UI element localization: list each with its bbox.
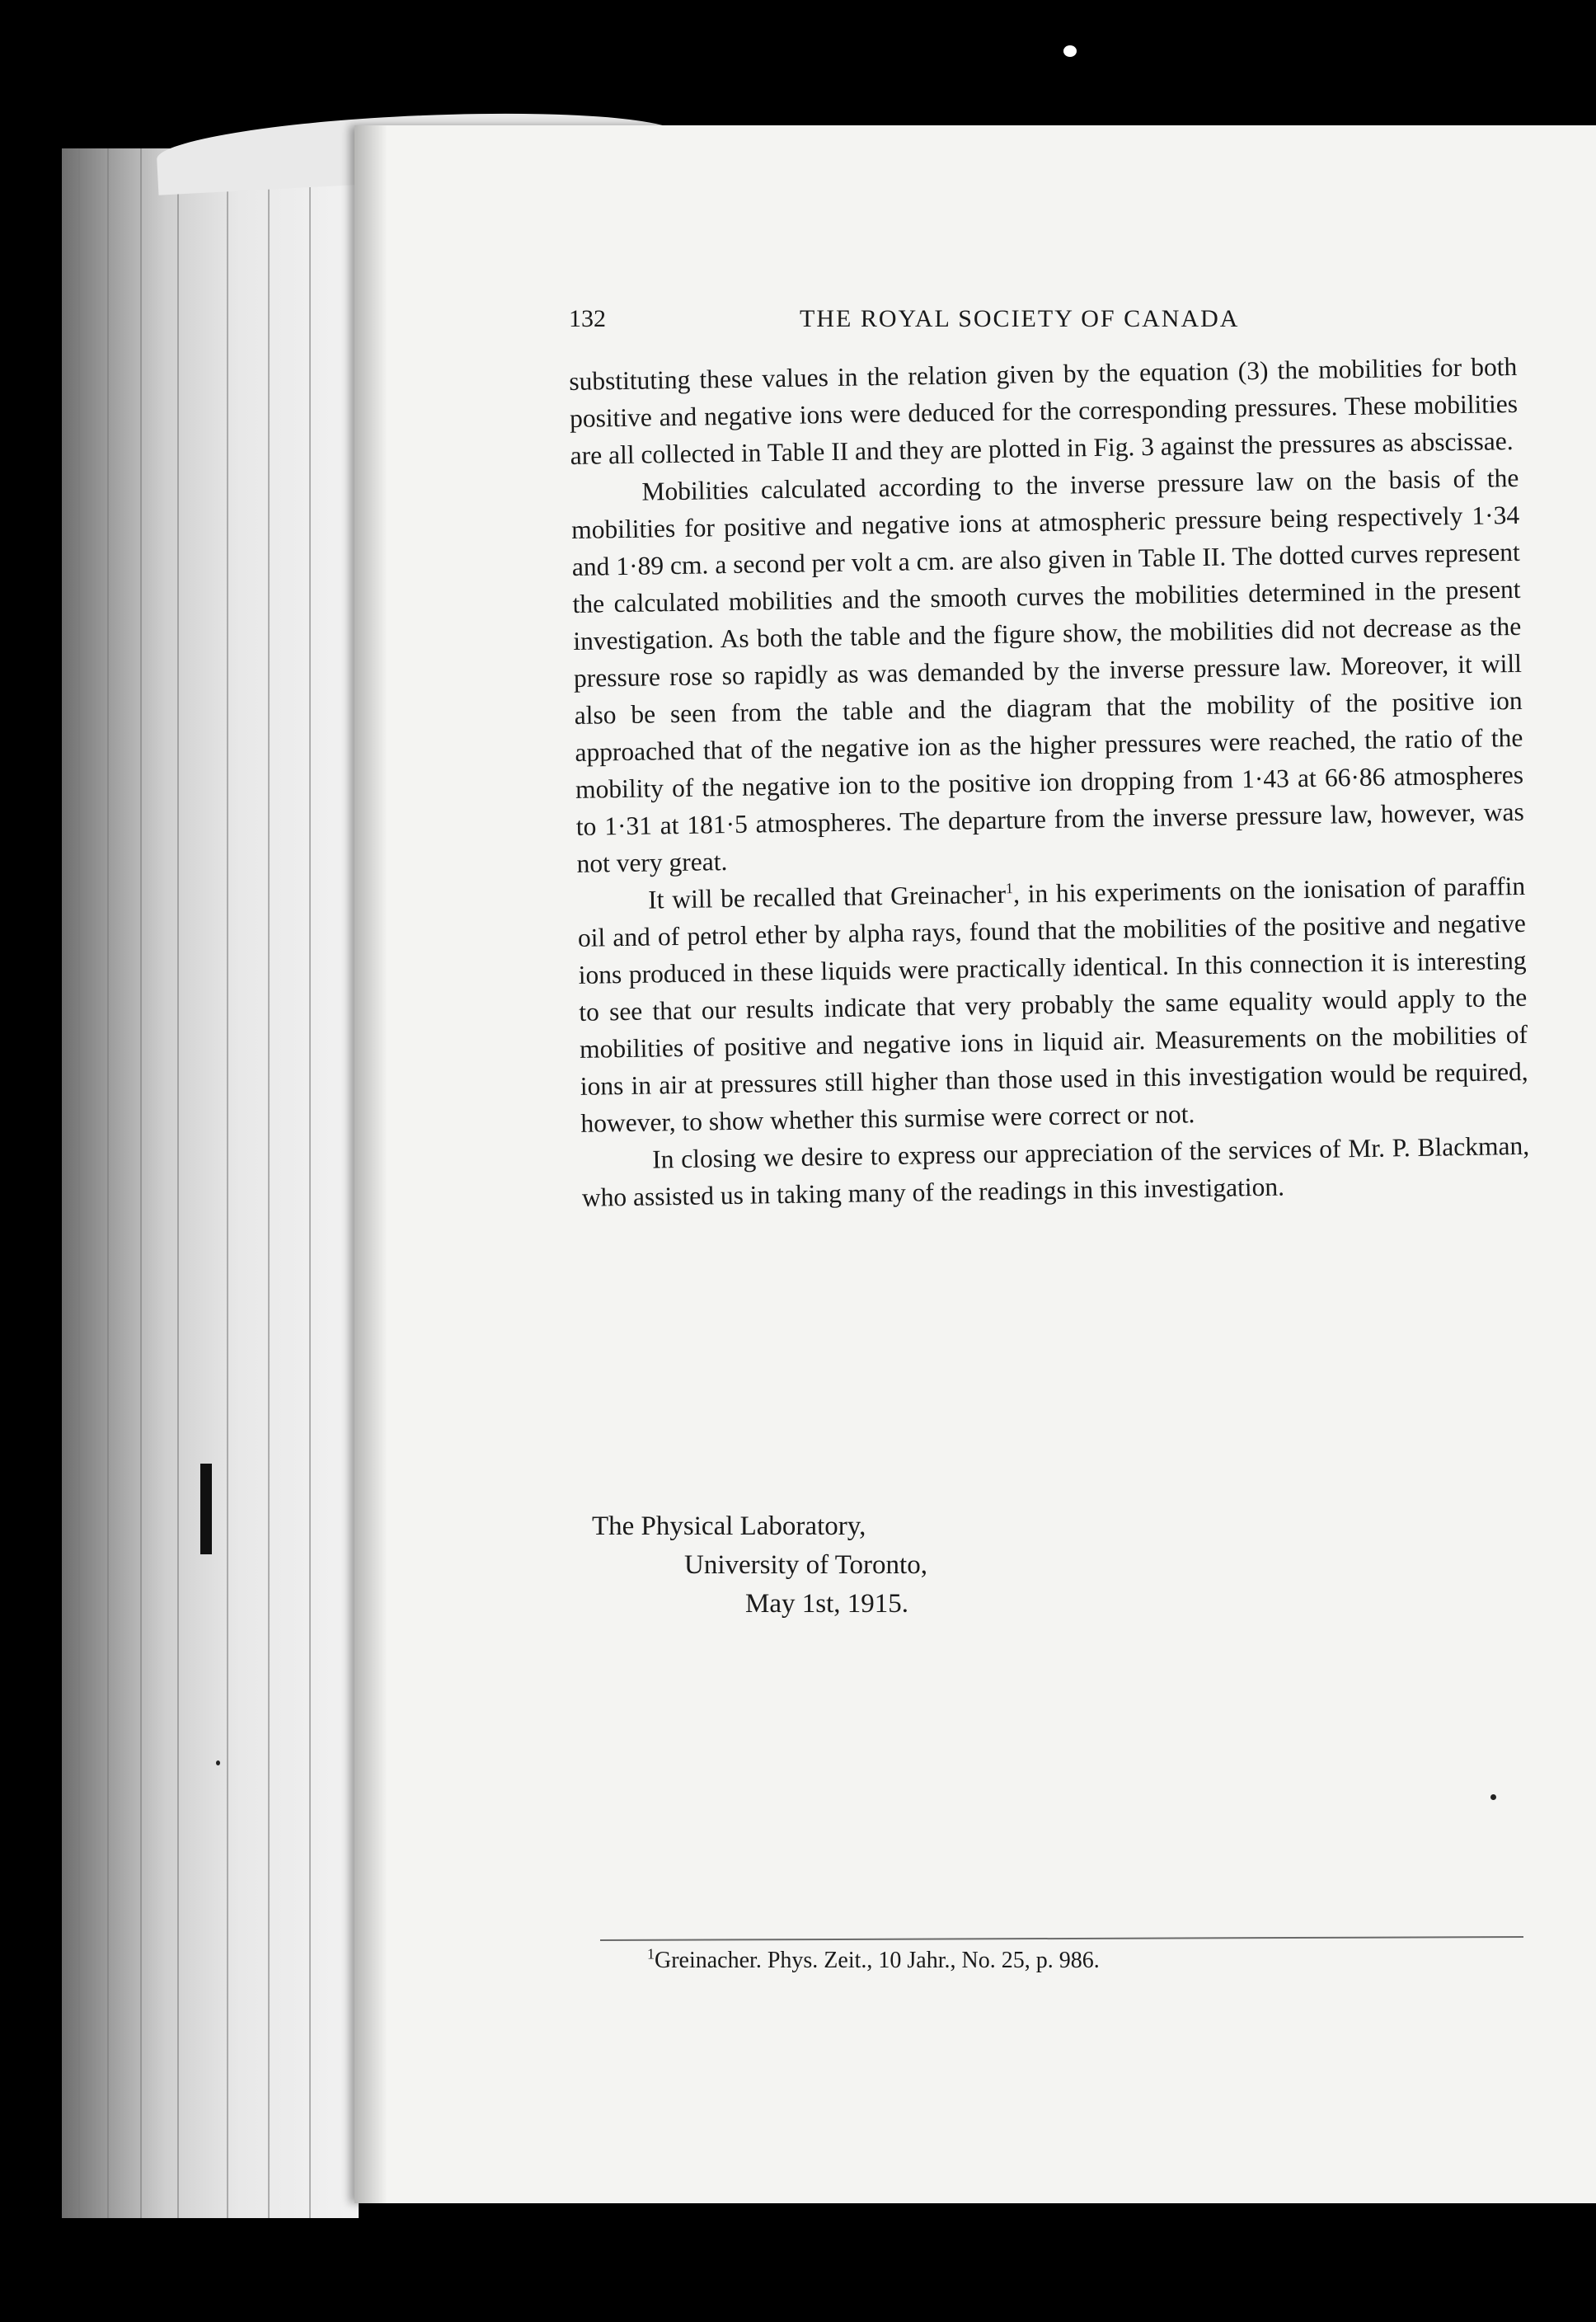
signature-block (592, 1507, 1334, 1624)
paragraph-text: , in his experiments on the ionisation of paraffin oil and of petrol ether by alpha rays, found that the mobilities of the positive and negative ions produced in these liquids were practically identical. In this connection it is interesting to see that our results indicate that very probably the same equality would apply to the mobilities of positive and negative ions in liquid air. Measurements on the mobilities of ions in air at pressures still higher than those used in this investigation would be required, however, to show whether this surmise were correct or not. (577, 871, 1528, 1138)
page-edge-line (140, 148, 142, 2218)
paragraph: Mobilities calculated according to the inverse pressure law on the basis of the mobilities for positive and negative ions at atmospheric pressure being respectively 1·34 and 1·89 cm. a second per volt a cm. are also given in Table II. The dotted curves represent the calculated mobilities and the smooth curves the mobilities determined in the present investigation. As both the table and the figure show, the mobilities did not decrease as the pressure rose so rapidly as was demanded by the inverse pressure law. Moreover, it will also be seen from the table and the diagram that the mobility of the positive ion approached that of the negative ion as the higher pressures were reached, the ratio of the mobility of the negative ion to the positive ion dropping from 1·43 at 66·86 atmospheres to 1·31 at 181·5 atmospheres. The departure from the inverse pressure law, however, was not very great. (570, 463, 1524, 878)
dust-spot (1490, 1794, 1496, 1800)
page-header (569, 305, 1533, 346)
footnote (647, 1944, 1554, 1977)
page-number: 132 (569, 305, 606, 332)
gutter-shadow (354, 125, 387, 2203)
paragraph: substituting these values in the relation given by the equation (3) the mobilities for both positive and negative ions were deduced for the corresponding pressures. These mobilities are all collected in Table II and they are plotted in Fig. 3 against the pressures as abscissae. (569, 351, 1519, 470)
paragraph: In closing we desire to express our appreciation of the services of Mr. P. Blackman, who assisted us in taking many of the readings in this investigation. (581, 1130, 1530, 1212)
page-edge-line (177, 148, 179, 2218)
body-text (569, 348, 1530, 1216)
running-title: THE ROYAL SOCIETY OF CANADA (800, 305, 1240, 332)
page-edges (62, 148, 359, 2218)
footnote-marker: 1 (647, 1945, 655, 1962)
paragraph-text: It will be recalled that Greinacher (647, 879, 1007, 914)
signature-institution: The Physical Laboratory, (592, 1511, 866, 1541)
page-edge-line (78, 148, 80, 2218)
binding-mark (200, 1464, 212, 1554)
page-edge-line (227, 148, 228, 2218)
page-edge-line (107, 148, 109, 2218)
signature-university: University of Toronto, (684, 1550, 927, 1580)
footnote-reference: 1 (1005, 880, 1014, 897)
page-edge-line (309, 148, 311, 2218)
footnote-text: Greinacher. Phys. Zeit., 10 Jahr., No. 25, p. 986. (655, 1948, 1100, 1973)
scan-speck (1063, 45, 1077, 57)
signature-date: May 1st, 1915. (745, 1589, 908, 1619)
dust-spot (216, 1760, 220, 1765)
page-edge-line (268, 148, 270, 2218)
paragraph (577, 867, 1529, 1142)
